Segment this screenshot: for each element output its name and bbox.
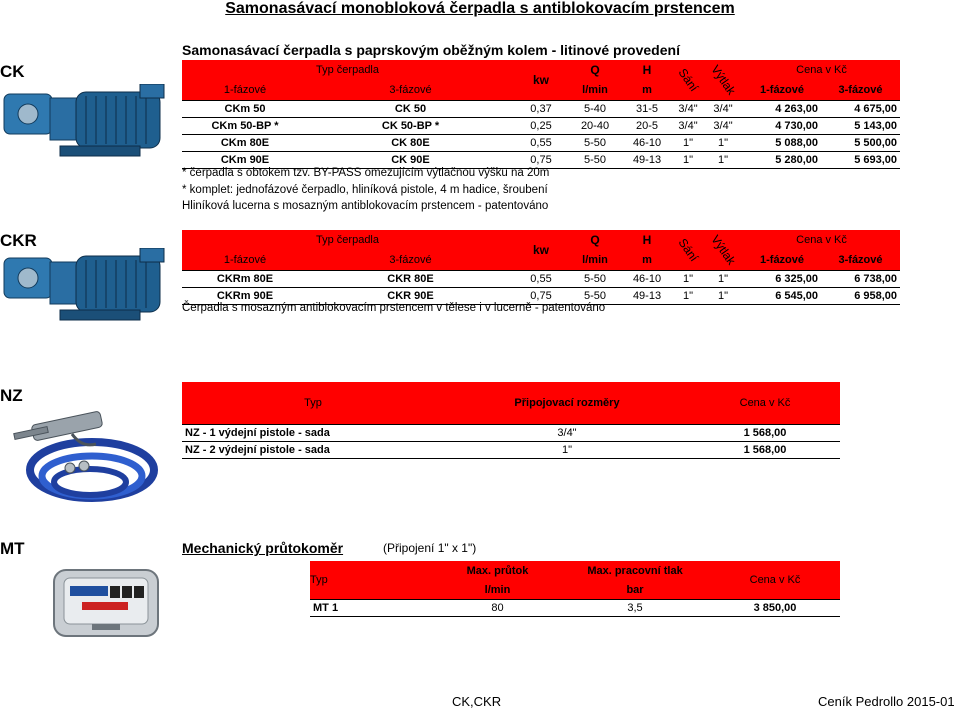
table-row: CKm 50-BP * CK 50-BP * 0,25 20-40 20-5 3/4" 3/4" 4 730,00 5 143,00 <box>182 117 900 134</box>
section-code-mt: MT <box>0 539 25 558</box>
ckr-header-h-unit: m <box>621 250 673 270</box>
ck-header-q-unit: l/min <box>569 80 621 100</box>
ckr-header-1f: 1-fázové <box>182 250 308 270</box>
section-code-nz: NZ <box>0 386 23 405</box>
table-row: MT 1 80 3,5 3 850,00 <box>310 599 840 616</box>
ck-header-kw: kw <box>513 60 569 100</box>
mt-header-max-tlak: Max. pracovní tlak <box>560 561 710 581</box>
nozzle-set-image <box>12 400 172 510</box>
ckr-header-q-unit: l/min <box>569 250 621 270</box>
ck-subtitle: Samonasávací čerpadla s paprskovým oběžným kolem - litinové provedení <box>182 42 680 58</box>
table-row: NZ - 2 výdejní pistole - sada 1" 1 568,00 <box>182 441 840 458</box>
table-row: CKm 80E CK 80E 0,55 5-50 46-10 1" 1" 5 088,00 5 500,00 <box>182 134 900 151</box>
nz-header-rozmery: Připojovací rozměry <box>444 382 690 424</box>
ck-header-typ: Typ čerpadla <box>182 60 513 80</box>
section-code-ckr: CKR <box>0 231 37 250</box>
ckr-header-q: Q <box>569 230 621 250</box>
ckr-header-price-1f: 1-fázové <box>743 250 821 270</box>
ck-header-q: Q <box>569 60 621 80</box>
footer-center: CK,CKR <box>452 694 502 709</box>
table-row: CKm 50 CK 50 0,37 5-40 31-5 3/4" 3/4" 4 263,00 4 675,00 <box>182 100 900 117</box>
ck-note-2: * komplet: jednofázové čerpadlo, hliníková pistole, 4 m hadice, šroubení <box>182 184 548 196</box>
ck-header-price-1f: 1-fázové <box>743 80 821 100</box>
nz-header-typ: Typ <box>182 382 444 424</box>
mt-price-table <box>310 561 840 617</box>
mt-title: Mechanický průtokoměr <box>182 540 344 556</box>
ckr-price-table <box>182 230 900 305</box>
ck-header-h-unit: m <box>621 80 673 100</box>
table-row: CKRm 80E CKR 80E 0,55 5-50 46-10 1" 1" 6 325,00 6 738,00 <box>182 270 900 287</box>
ck-header-3f: 3-fázové <box>308 80 513 100</box>
ck-note-1: * čerpadla s obtokem tzv. BY-PASS omezujícím výtlačnou výšku na 20m <box>182 167 550 179</box>
nz-header-price: Cena v Kč <box>690 382 840 424</box>
ck-header-price-3f: 3-fázové <box>821 80 900 100</box>
pump-ck-image <box>0 84 175 174</box>
ck-price-table <box>182 60 900 169</box>
ckr-header-vytlak: Výtlak <box>707 232 739 268</box>
ckr-header-kw: kw <box>513 230 569 270</box>
page-title: Samonasávací monobloková čerpadla s antiblokovacím prstencem <box>225 0 735 17</box>
ckr-header-price-3f: 3-fázové <box>821 250 900 270</box>
mt-header-max-prutok-unit: l/min <box>435 581 560 599</box>
table-row: CKm 90E CK 90E 0,75 5-50 49-13 1" 1" 5 280,00 5 693,00 <box>182 151 900 168</box>
ck-header-sani: Sání <box>675 65 702 94</box>
ckr-header-price: Cena v Kč <box>743 230 900 250</box>
ckr-header-3f: 3-fázové <box>308 250 513 270</box>
mt-subtitle: (Připojení 1" x 1") <box>383 541 477 555</box>
ckr-header-sani: Sání <box>675 235 702 264</box>
ck-header-price: Cena v Kč <box>743 60 900 80</box>
ck-header-h: H <box>621 60 673 80</box>
ckr-note: Čerpadla s mosazným antiblokovacím prstencem v tělese i v lucerně - patentováno <box>182 302 606 314</box>
ck-header-1f: 1-fázové <box>182 80 308 100</box>
section-code-ck: CK <box>0 62 25 81</box>
ck-note-3: Hliníková lucerna s mosazným antiblokovacím prstencem - patentováno <box>182 200 549 212</box>
ck-header-vytlak: Výtlak <box>707 62 739 98</box>
nz-price-table <box>182 382 840 459</box>
table-row: CKRm 90E CKR 90E 0,75 5-50 49-13 1" 1" 6 545,00 6 958,00 <box>182 287 900 304</box>
ckr-header-typ: Typ čerpadla <box>182 230 513 250</box>
pump-ckr-image <box>0 248 175 338</box>
mt-header-max-tlak-unit: bar <box>560 581 710 599</box>
flowmeter-image <box>52 566 160 640</box>
ckr-header-h: H <box>621 230 673 250</box>
table-row: NZ - 1 výdejní pistole - sada 3/4" 1 568,00 <box>182 424 840 441</box>
mt-header-typ: Typ <box>310 561 435 599</box>
mt-header-price: Cena v Kč <box>710 561 840 599</box>
mt-header-max-prutok: Max. průtok <box>435 561 560 581</box>
footer-right: Ceník Pedrollo 2015-01 <box>818 694 955 709</box>
